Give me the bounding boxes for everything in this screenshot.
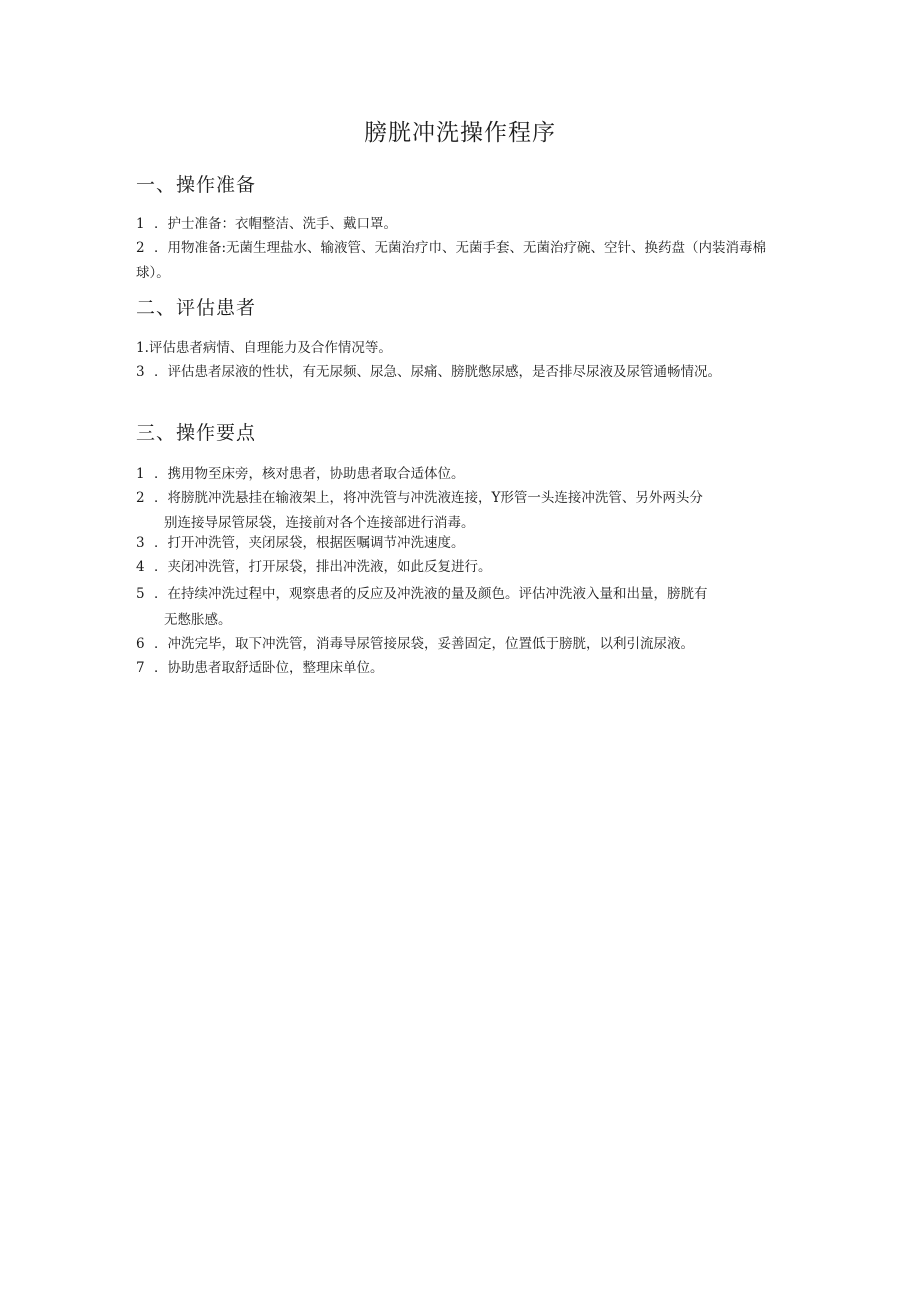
item-number: 3 xyxy=(136,364,145,380)
item-number: 3 xyxy=(136,535,145,551)
item-number: 7 xyxy=(136,660,145,676)
item-number: 4 xyxy=(136,559,145,575)
list-item xyxy=(136,555,788,580)
item-number: 1 xyxy=(136,216,145,232)
item-text: ．将膀胱冲洗悬挂在输液架上，将冲洗管与冲洗液连接，Y形管一头连接冲洗管、另外两头分 xyxy=(154,490,703,506)
section-heading-preparation: 一、操作准备 xyxy=(136,174,257,196)
list-item xyxy=(136,531,788,556)
list-item xyxy=(136,360,788,385)
item-text: 1.评估患者病情、自理能力及合作情况等。 xyxy=(136,340,392,356)
item-number: 2 xyxy=(136,490,145,506)
list-item xyxy=(136,486,788,536)
item-text: ．冲洗完毕，取下冲洗管，消毒导尿管接尿袋，妥善固定，位置低于膀胱，以利引流尿液。 xyxy=(154,636,694,652)
item-text: ．在持续冲洗过程中，观察患者的反应及冲洗液的量及颜色。评估冲洗液入量和出量，膀胱有 xyxy=(154,586,708,602)
item-text: ．用物准备:无菌生理盐水、输液管、无菌治疗巾、无菌手套、无菌治疗碗、空针、换药盘（内装消毒棉球）。 xyxy=(136,240,767,281)
list-item xyxy=(136,336,788,361)
item-text: ．协助患者取舒适卧位，整理床单位。 xyxy=(154,660,384,676)
item-number: 6 xyxy=(136,636,145,652)
section-heading-key-points: 三、操作要点 xyxy=(136,422,257,444)
list-item xyxy=(136,462,788,487)
item-text: ．夹闭冲洗管，打开尿袋，排出冲洗液，如此反复进行。 xyxy=(154,559,492,575)
list-item xyxy=(136,236,788,286)
list-item xyxy=(136,632,788,657)
item-text-continuation: 无憋胀感。 xyxy=(164,612,232,628)
item-text: ．评估患者尿液的性状，有无尿频、尿急、尿痛、膀胱憋尿感，是否排尽尿液及尿管通畅情况。 xyxy=(154,364,721,380)
document-title: 膀胱冲洗操作程序 xyxy=(364,120,556,146)
item-text-continuation: 别连接导尿管尿袋，连接前对各个连接部进行消毒。 xyxy=(164,515,475,531)
list-item xyxy=(136,581,788,633)
item-number: 1 xyxy=(136,466,145,482)
item-number: 5 xyxy=(136,586,145,602)
item-number: 2 xyxy=(136,240,145,256)
section-heading-assessment: 二、评估患者 xyxy=(136,297,257,319)
item-text: ．携用物至床旁，核对患者，协助患者取合适体位。 xyxy=(154,466,465,482)
item-text: ．护士准备：衣帽整洁、洗手、戴口罩。 xyxy=(154,216,397,232)
list-item xyxy=(136,212,788,237)
list-item xyxy=(136,656,788,681)
item-text: ．打开冲洗管，夹闭尿袋，根据医嘱调节冲洗速度。 xyxy=(154,535,465,551)
